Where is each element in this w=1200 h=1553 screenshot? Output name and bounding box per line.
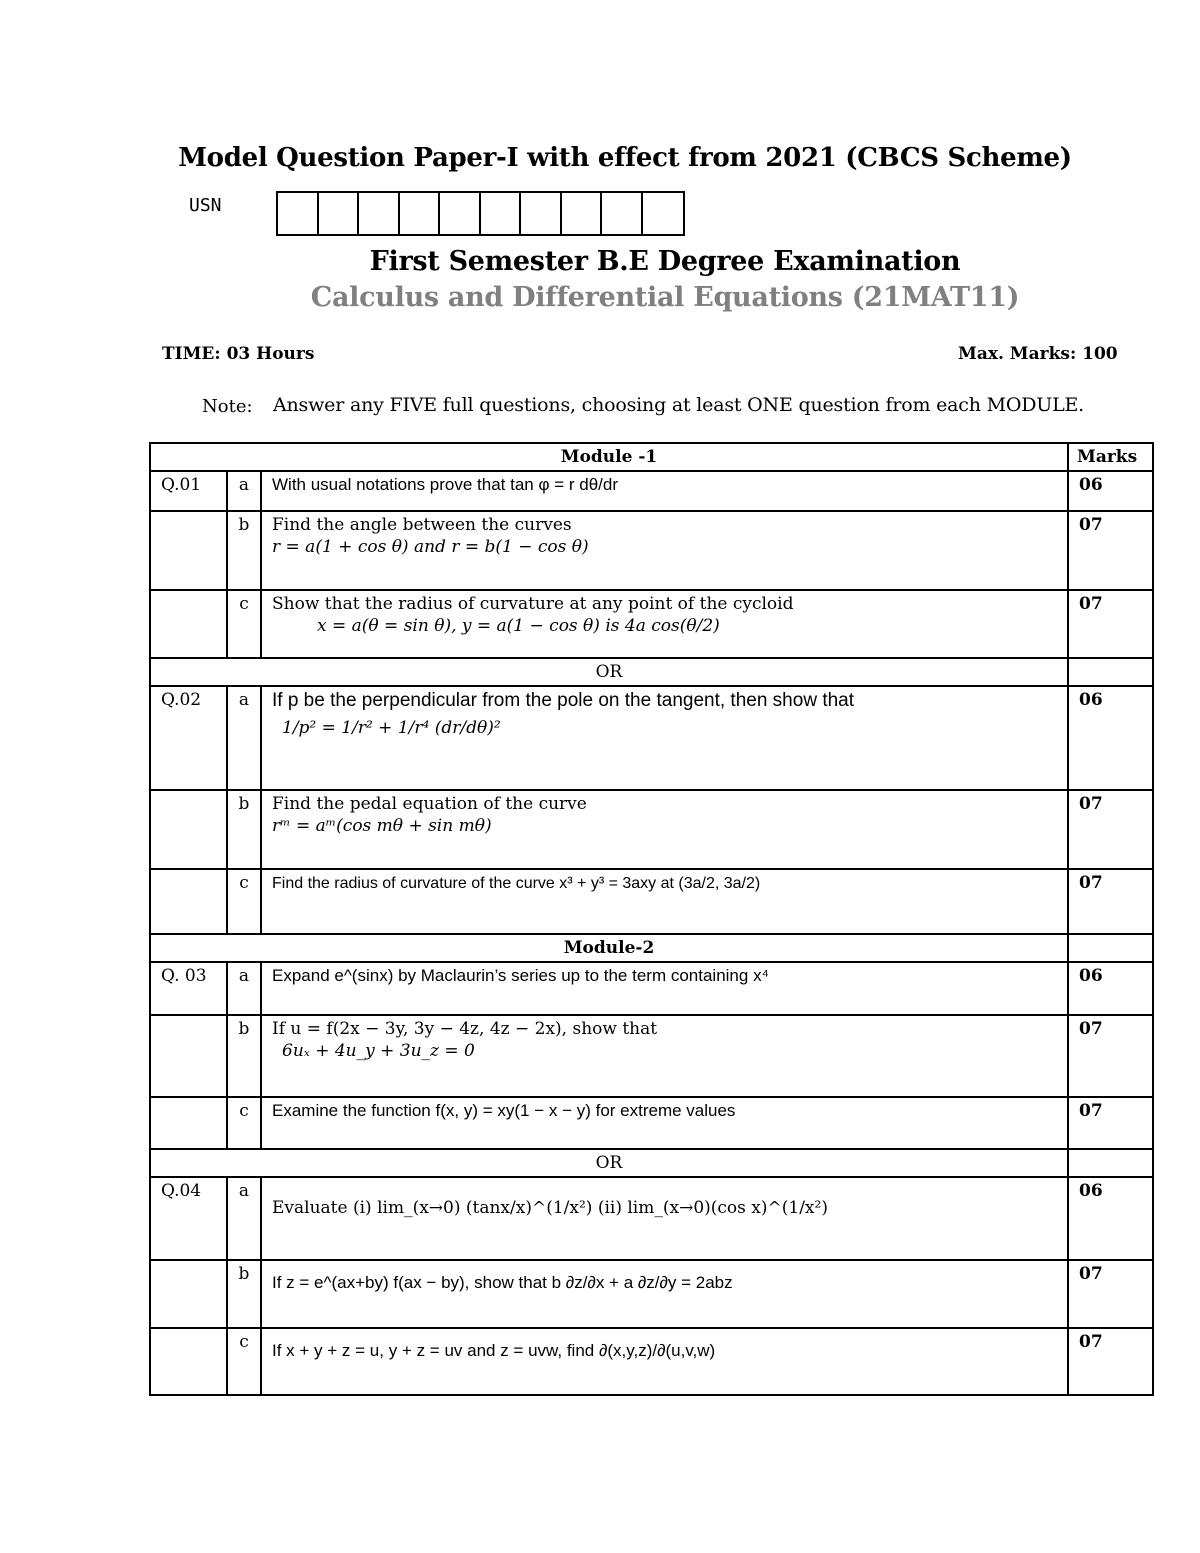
table-row: [150, 1097, 1153, 1149]
question-text: Find the radius of curvature of the curve x³ + y³ = 3axy at (3a/2, 3a/2): [272, 875, 761, 892]
question-number: Q.04: [150, 1177, 227, 1260]
table-row: [150, 511, 1153, 590]
module-header-row: [150, 443, 1153, 471]
table-row: [150, 1177, 1153, 1260]
question-number: Q.02: [150, 686, 227, 790]
question-marks: 06: [1068, 686, 1153, 790]
question-part: b: [227, 790, 261, 869]
question-text: If u = f(2x − 3y, 3y − 4z, 4z − 2x), show that: [272, 1019, 658, 1039]
paper-title: Model Question Paper-I with effect from 2021 (CBCS Scheme): [178, 143, 1072, 173]
question-marks: 07: [1068, 1097, 1153, 1149]
question-part: b: [227, 1260, 261, 1328]
question-part: a: [227, 1177, 261, 1260]
module-header-row: [150, 934, 1153, 962]
question-marks: 07: [1068, 1328, 1153, 1395]
question-text: Evaluate (i) lim_(x→0) (tanx/x)^(1/x²) (ii) lim_(x→0)(cos x)^(1/x²): [272, 1198, 828, 1218]
usn-box[interactable]: [359, 193, 400, 234]
question-math: 6uₓ + 4u_y + 3u_z = 0: [282, 1041, 475, 1061]
question-marks: 06: [1068, 962, 1153, 1015]
question-part: b: [227, 1015, 261, 1097]
usn-box[interactable]: [400, 193, 441, 234]
question-text: Examine the function f(x, y) = xy(1 − x − y) for extreme values: [272, 1101, 736, 1120]
question-marks: 07: [1068, 1015, 1153, 1097]
question-number: Q. 03: [150, 962, 227, 1015]
question-text: If z = e^(ax+by) f(ax − by), show that b ∂z/∂x + a ∂z/∂y = 2abz: [272, 1273, 733, 1292]
table-row: [150, 869, 1153, 934]
note-label: Note:: [202, 396, 253, 417]
usn-box[interactable]: [643, 193, 684, 234]
usn-box[interactable]: [521, 193, 562, 234]
question-text: If p be the perpendicular from the pole on the tangent, then show that: [272, 690, 855, 711]
max-marks: Max. Marks: 100: [958, 344, 1118, 364]
table-row: [150, 1015, 1153, 1097]
question-part: c: [227, 1097, 261, 1149]
question-math: r = a(1 + cos θ) and r = b(1 − cos θ): [272, 537, 589, 557]
note-text: Answer any FIVE full questions, choosing at least ONE question from each MODULE.: [273, 394, 1085, 416]
usn-box[interactable]: [319, 193, 360, 234]
question-text: Find the angle between the curves: [272, 515, 572, 535]
question-text: If x + y + z = u, y + z = uv and z = uvw, find ∂(x,y,z)/∂(u,v,w): [272, 1341, 716, 1360]
question-marks: 07: [1068, 511, 1153, 590]
usn-box-grid: [276, 191, 685, 236]
question-marks: 07: [1068, 590, 1153, 658]
question-text: Expand e^(sinx) by Maclaurin’s series up to the term containing x⁴: [272, 966, 769, 985]
question-part: a: [227, 471, 261, 511]
table-row: [150, 1260, 1153, 1328]
or-label: OR: [150, 1149, 1068, 1177]
question-text: With usual notations prove that tan φ = r dθ/dr: [272, 475, 619, 494]
question-marks: 07: [1068, 869, 1153, 934]
usn-box[interactable]: [440, 193, 481, 234]
usn-box[interactable]: [562, 193, 603, 234]
exam-title: First Semester B.E Degree Examination: [369, 246, 961, 277]
table-row: [150, 1328, 1153, 1395]
marks-heading: Marks: [1068, 443, 1153, 471]
usn-label: USN: [189, 195, 222, 216]
question-text: Show that the radius of curvature at any point of the cycloid: [272, 594, 794, 614]
table-row: [150, 962, 1153, 1015]
table-row: [150, 686, 1153, 790]
subject-title: Calculus and Differential Equations (21MAT11): [310, 282, 1020, 313]
question-part: c: [227, 869, 261, 934]
question-table: [149, 442, 1154, 1396]
question-marks: 06: [1068, 1177, 1153, 1260]
usn-box[interactable]: [602, 193, 643, 234]
usn-box[interactable]: [481, 193, 522, 234]
module-heading: Module -1: [150, 443, 1068, 471]
table-row: [150, 790, 1153, 869]
table-row: [150, 590, 1153, 658]
or-row: [150, 658, 1153, 686]
question-math: rᵐ = aᵐ(cos mθ + sin mθ): [272, 816, 492, 836]
question-part: b: [227, 511, 261, 590]
or-row: [150, 1149, 1153, 1177]
question-marks: 07: [1068, 790, 1153, 869]
module-heading: Module-2: [150, 934, 1068, 962]
question-part: c: [227, 1328, 261, 1395]
question-part: a: [227, 686, 261, 790]
question-marks: 06: [1068, 471, 1153, 511]
exam-time: TIME: 03 Hours: [162, 344, 315, 364]
question-marks: 07: [1068, 1260, 1153, 1328]
usn-box[interactable]: [278, 193, 319, 234]
question-part: c: [227, 590, 261, 658]
question-number: Q.01: [150, 471, 227, 511]
or-label: OR: [150, 658, 1068, 686]
question-text: Find the pedal equation of the curve: [272, 794, 587, 814]
question-part: a: [227, 962, 261, 1015]
table-row: [150, 471, 1153, 511]
question-math: 1/p² = 1/r² + 1/r⁴ (dr/dθ)²: [282, 718, 501, 738]
question-math: x = a(θ = sin θ), y = a(1 − cos θ) is 4a cos(θ/2): [317, 616, 720, 636]
